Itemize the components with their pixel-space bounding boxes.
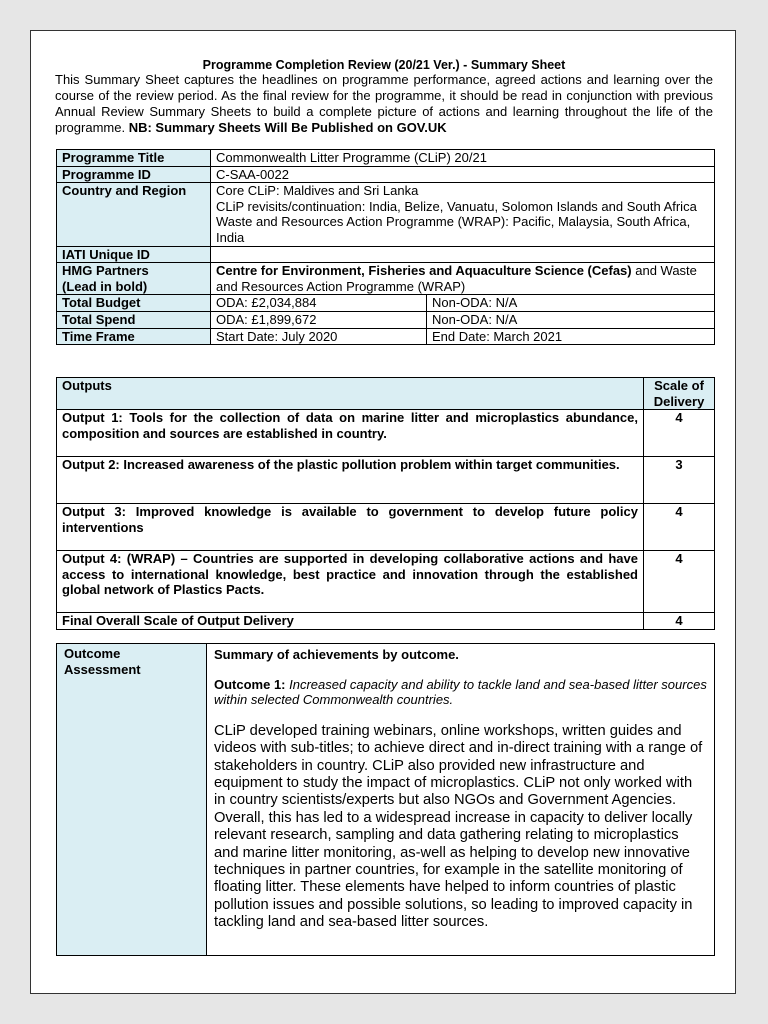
total-spend-label: Total Spend bbox=[57, 311, 211, 328]
hmg-partners-value bbox=[211, 263, 715, 295]
outcome-summary-cell bbox=[207, 644, 715, 956]
summary-heading: Summary of achievements by outcome. bbox=[214, 647, 459, 662]
outputs-table bbox=[56, 377, 715, 630]
output-scale: 4 bbox=[644, 551, 715, 613]
spend-oda: ODA: £1,899,672 bbox=[211, 311, 427, 328]
output-scale: 4 bbox=[644, 410, 715, 457]
output-scale: 4 bbox=[644, 504, 715, 551]
output-text: Output 4: (WRAP) – Countries are supported in developing collaborative actions and have access to international knowledge, best practice and innovation through the established global network of Plastics Pacts. bbox=[57, 551, 644, 613]
table-row bbox=[57, 457, 715, 504]
table-row bbox=[57, 613, 715, 630]
outcome-1-text: Increased capacity and ability to tackle land and sea-based litter sources within selected Commonwealth countries. bbox=[214, 676, 707, 708]
table-row bbox=[57, 183, 715, 246]
programme-id-value: C-SAA-0022 bbox=[211, 166, 715, 183]
start-date: Start Date: July 2020 bbox=[211, 328, 427, 345]
scale-column-header: Scale of Delivery bbox=[644, 378, 715, 410]
budget-non-oda: Non-ODA: N/A bbox=[427, 295, 715, 312]
hmg-lead-partner: Centre for Environment, Fisheries and Aquaculture Science (Cefas) bbox=[216, 263, 632, 279]
spend-non-oda: Non-ODA: N/A bbox=[427, 311, 715, 328]
table-row bbox=[57, 263, 715, 295]
table-row bbox=[57, 328, 715, 345]
time-frame-label: Time Frame bbox=[57, 328, 211, 345]
final-scale-label: Final Overall Scale of Output Delivery bbox=[57, 613, 644, 630]
country-line: Waste and Resources Action Programme (WRAP): Pacific, Malaysia, South Africa, India bbox=[216, 214, 691, 245]
outcome-assessment-label: Outcome Assessment bbox=[57, 644, 207, 956]
intro-paragraph bbox=[55, 72, 713, 136]
country-line: CLiP revisits/continuation: India, Belize, Vanuatu, Solomon Islands and South Africa bbox=[216, 198, 697, 214]
iati-value bbox=[211, 246, 715, 263]
page-title: Programme Completion Review (20/21 Ver.) - Summary Sheet bbox=[202, 58, 566, 72]
output-text: Output 1: Tools for the collection of data on marine litter and microplastics abundance, composition and sources are established in country. bbox=[57, 410, 644, 457]
table-row bbox=[57, 311, 715, 328]
table-row bbox=[57, 150, 715, 167]
end-date: End Date: March 2021 bbox=[427, 328, 715, 345]
outputs-column-header: Outputs bbox=[57, 378, 644, 410]
iati-label: IATI Unique ID bbox=[57, 246, 211, 263]
table-row bbox=[57, 166, 715, 183]
outcome-1 bbox=[214, 677, 707, 708]
document-page bbox=[30, 30, 736, 994]
table-header-row bbox=[57, 378, 715, 410]
country-region-value bbox=[211, 183, 715, 246]
outcome-assessment-table bbox=[56, 643, 715, 956]
table-row bbox=[57, 246, 715, 263]
outcome-1-label: Outcome 1: bbox=[214, 676, 286, 692]
output-scale: 3 bbox=[644, 457, 715, 504]
output-text: Output 3: Improved knowledge is available to government to develop future policy interventions bbox=[57, 504, 644, 551]
programme-id-label: Programme ID bbox=[57, 166, 211, 183]
country-region-label: Country and Region bbox=[57, 183, 211, 246]
intro-note: NB: Summary Sheets Will Be Published on GOV.UK bbox=[128, 120, 447, 135]
programme-title-value: Commonwealth Litter Programme (CLiP) 20/21 bbox=[211, 150, 715, 167]
table-row bbox=[57, 295, 715, 312]
outcome-body: CLiP developed training webinars, online workshops, written guides and videos with sub-titles; to achieve direct and in-direct training with a range of stakeholders in country. CLiP also provided new infrastructure and equipment to study the impact of microplastics. CLiP not only worked with in country scientists/experts but also NGOs and Government Agencies. Overall, this has led to a widespread increase in capacity to deliver locally relevant research, sampling and data gathering relating to microplastics and marine litter monitoring, as-well as helping to develop new innovative techniques in partner countries, for example in the satellite monitoring of floating litter. These elements have helped to inform countries of plastic pollution issues and possible solutions, so leading to improved capacity in tackling land and sea-based litter sources. bbox=[214, 722, 703, 931]
table-row bbox=[57, 410, 715, 457]
total-budget-label: Total Budget bbox=[57, 295, 211, 312]
hmg-other-partner: and Waste and Resources Action Programme (WRAP) bbox=[216, 263, 697, 294]
table-row bbox=[57, 551, 715, 613]
table-row bbox=[57, 504, 715, 551]
hmg-label-line: HMG Partners bbox=[62, 263, 149, 279]
programme-title-label: Programme Title bbox=[57, 150, 211, 167]
output-text: Output 2: Increased awareness of the plastic pollution problem within target communities. bbox=[57, 457, 644, 504]
programme-info-table bbox=[56, 149, 715, 345]
final-scale-value: 4 bbox=[644, 613, 715, 630]
budget-oda: ODA: £2,034,884 bbox=[211, 295, 427, 312]
hmg-partners-label bbox=[57, 263, 211, 295]
intro-text: This Summary Sheet captures the headlines on programme performance, agreed actions and learning over the course of the review period. As the final review for the programme, it should be read in conjunction with previous Annual Review Summary Sheets to build a complete picture of actions and learning throughout the life of the programme. bbox=[55, 72, 713, 135]
country-line: Core CLiP: Maldives and Sri Lanka bbox=[216, 183, 419, 199]
hmg-label-line: (Lead in bold) bbox=[62, 278, 148, 294]
table-row bbox=[57, 644, 715, 956]
